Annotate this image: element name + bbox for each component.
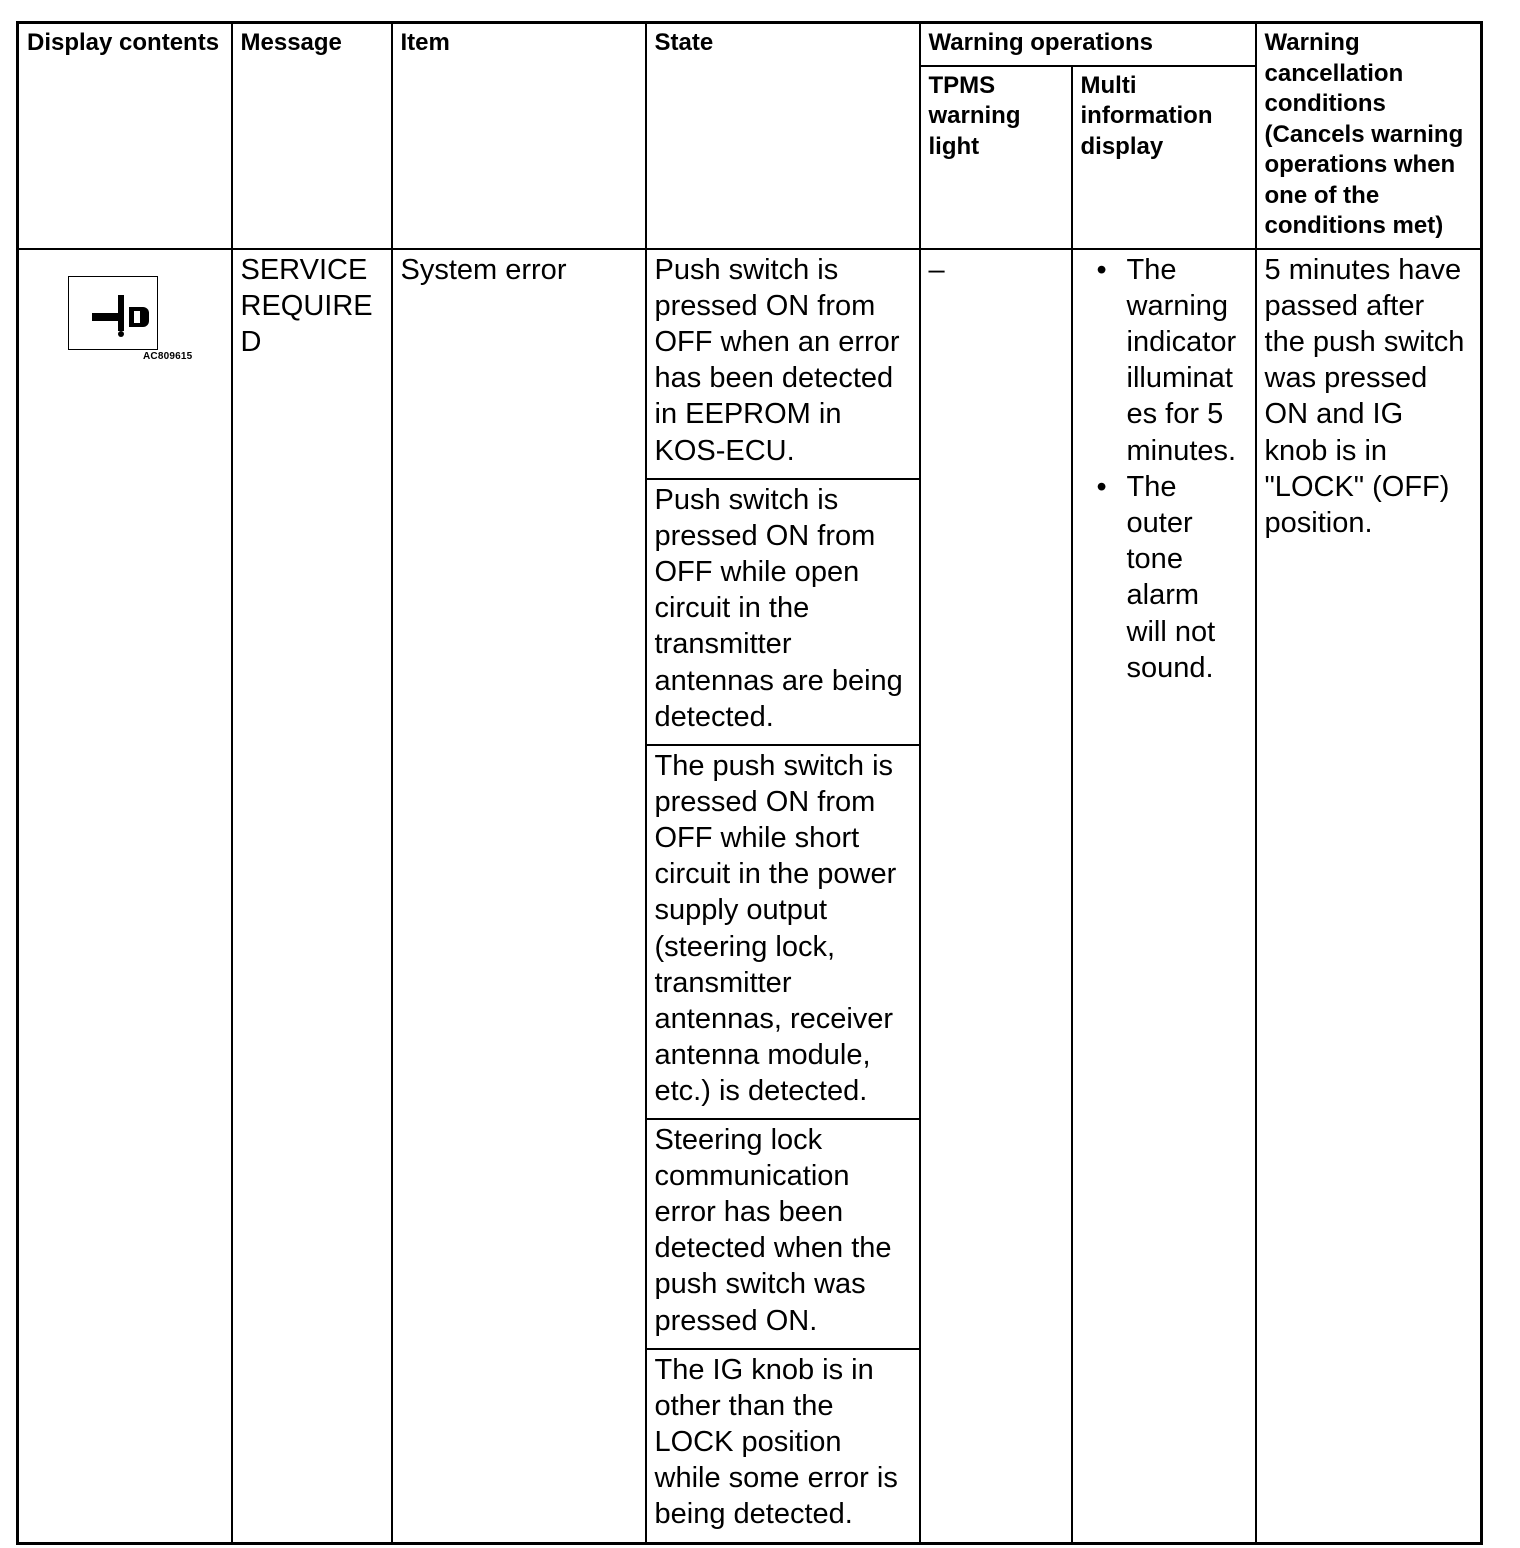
key-icon [68,276,158,350]
header-item: Item [392,23,646,249]
cancellation-cell: 5 minutes have passed after the push switch was pressed ON and IG knob is in "LOCK" (OFF) position. [1256,249,1482,1544]
list-item-text: The warning indicator illuminat es for 5 minutes. [1126,253,1237,467]
state-entry: Steering lock communication error has been detected when the push switch was pressed ON. [647,1120,919,1350]
header-multi-information-display: Multi information display [1072,66,1256,249]
tpms-cell: – [920,249,1072,1544]
state-entry: The push switch is pressed ON from OFF while short circuit in the power supply output (steering lock, transmitter antennas, receiver antenna module, etc.) is detected. [647,746,919,1120]
list-item-text: The outer tone alarm will not sound. [1126,470,1216,684]
header-row-1 [18,23,1482,66]
state-entry: Push switch is pressed ON from OFF while open circuit in the transmitter antennas are being detected. [647,480,919,746]
state-entry: The IG knob is in other than the LOCK position while some error is being detected. [654,1353,898,1531]
table-row [18,249,1482,1544]
state-entry: Push switch is pressed ON from OFF when an error has been detected in EEPROM in KOS-ECU. [647,250,919,480]
message-cell: SERVICE REQUIRE D [232,249,392,1544]
bullet-icon: • [1096,470,1107,503]
multi-display-list [1081,252,1247,686]
header-warning-operations: Warning operations [920,23,1256,66]
list-item [1096,252,1247,469]
display-contents-cell [18,249,232,1544]
state-cell [646,249,920,1544]
list-item [1096,469,1247,686]
warning-table [16,21,1483,1545]
multi-display-cell [1072,249,1256,1544]
header-display-contents: Display contents [18,23,232,249]
header-tpms-warning-light: TPMS warning light [920,66,1072,249]
header-message: Message [232,23,392,249]
bullet-icon: • [1096,253,1107,286]
header-warning-cancellation: Warning cancellation conditions (Cancels warning operations when one of the conditions met) [1256,23,1482,249]
icon-code-label: AC809615 [143,350,193,362]
header-state: State [646,23,920,249]
item-cell: System error [392,249,646,1544]
